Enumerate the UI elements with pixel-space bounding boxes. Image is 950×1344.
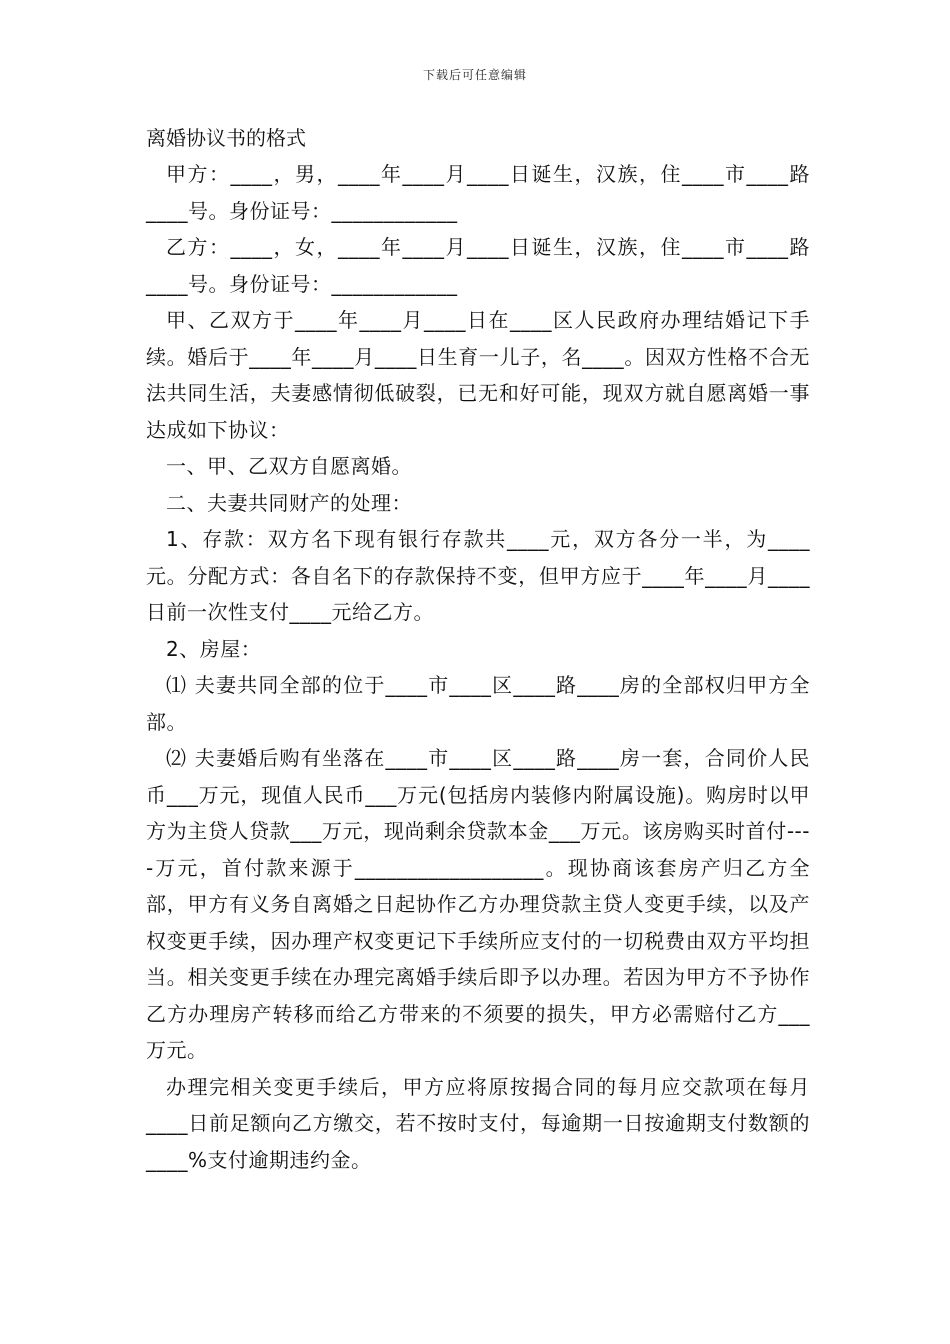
paragraph-clause-1: 一、甲、乙双方自愿离婚。 [166,454,412,478]
paragraph-deposits: 1、存款：双方名下现有银行存款共____元，双方各分一半，为____元。分配方式：各自名下的存款保持不变，但甲方应于____年____月____日前一次性支付____元给乙方。 [146,527,810,624]
paragraph-housing-item-1: ⑴ 夫妻共同全部的位于____市____区____路____房的全部权归甲方全部。 [146,673,810,734]
paragraph-mortgage-payment: 办理完相关变更手续后，甲方应将原按揭合同的每月应交款项在每月____日前足额向乙方缴交，若不按时支付，每逾期一日按逾期支付数额的____%支付逾期违约金。 [146,1074,810,1172]
document-body [146,120,810,1178]
page-header-note: 下载后可任意编辑 [422,68,527,82]
paragraph-party-b: 乙方：____，女，____年____月____日诞生，汉族，住____市____路____号。身份证号：____________ [146,235,810,296]
paragraph-housing-item-2: ⑵ 夫妻婚后购有坐落在____市____区____路____房一套，合同价人民币___万元，现值人民币___万元(包括房内装修内附属设施)。购房时以甲方为主贷人贷款___万元，现尚剩余贷款本金___万元。该房购买时首付----万元，首付款来源于__________________。现协商该套房产归乙方全部，甲方有义务自离婚之日起协作乙方办理贷款主贷人变更手续，以及产权变更手续，因办理产权变更记下手续所应支付的一切税费由双方平均担当。相关变更手续在办理完离婚手续后即予以办理。若因为甲方不予协作乙方办理房产转移而给乙方带来的不须要的损失，甲方必需赔付乙方___万元。 [146,746,810,1062]
document-title: 离婚协议书的格式 [146,126,306,150]
paragraph-party-a: 甲方：____，男，____年____月____日诞生，汉族，住____市____路____号。身份证号：____________ [146,162,810,223]
paragraph-marriage-background: 甲、乙双方于____年____月____日在____区人民政府办理结婚记下手续。婚后于____年____月____日生育一儿子，名____。因双方性格不合无法共同生活，夫妻感情彻低破裂，已无和好可能，现双方就自愿离婚一事达成如下协议： [146,308,810,442]
paragraph-clause-2: 二、夫妻共同财产的处理： [166,490,412,515]
paragraph-housing: 2、房屋： [166,636,262,661]
